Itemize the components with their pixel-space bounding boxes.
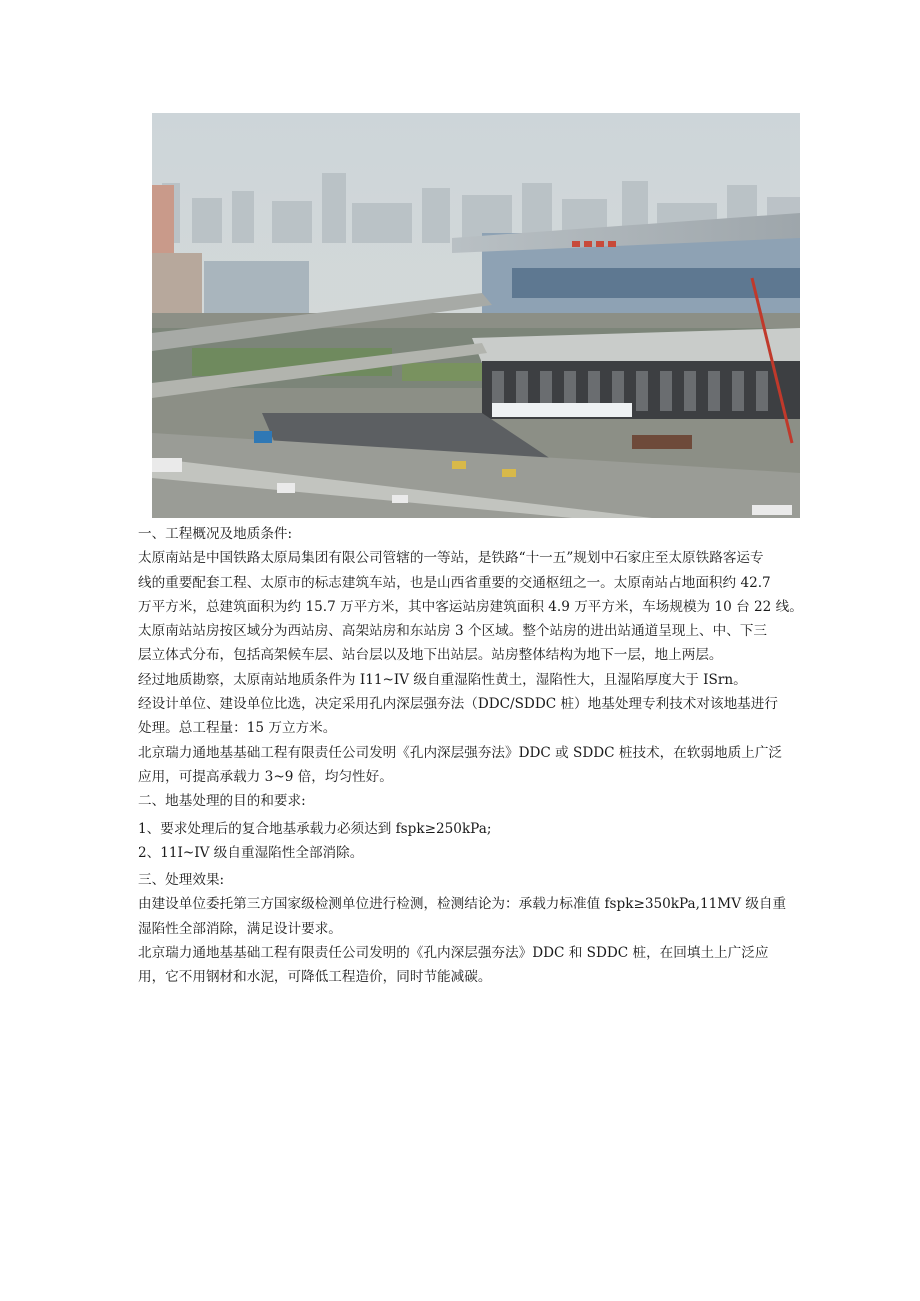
- paragraph-line: 太原南站站房按区域分为西站房、高架站房和东站房 3 个区域。整个站房的进出站通道呈现上、中、下三: [138, 623, 768, 640]
- requirement-item: 2、11I~IV 级自重湿陷性全部消除。: [138, 844, 364, 861]
- paragraph-line: 由建设单位委托第三方国家级检测单位进行检测，检测结论为：承载力标准值 fspk≥350kPa,11MV 级自重: [138, 896, 787, 913]
- section3-heading: 三、处理效果:: [138, 872, 225, 889]
- paragraph-line: 北京瑞力通地基基础工程有限责任公司发明《孔内深层强夯法》DDC 或 SDDC 桩技术，在软弱地质上广泛: [138, 744, 783, 761]
- section1-heading: 一、工程概况及地质条件:: [138, 526, 293, 542]
- paragraph-line: 北京瑞力通地基基础工程有限责任公司发明的《孔内深层强夯法》DDC 和 SDDC 桩，在回填土上广泛应: [138, 945, 769, 962]
- paragraph-line: 万平方米，总建筑面积为约 15.7 万平方米，其中客运站房建筑面积 4.9 万平方米，车场规模为 10 台 22 线。: [138, 598, 803, 615]
- paragraph-line: 线的重要配套工程、太原市的标志建筑车站，也是山西省重要的交通枢纽之一。太原南站占地面积约 42.7: [138, 574, 771, 591]
- paragraph-line: 处理。总工程量：15 万立方米。: [138, 720, 337, 737]
- geology-paragraph: 经过地质勘察，太原南站地质条件为 I11~IV 级自重湿陷性黄土，湿陷性大，且湿陷厚度大于 ISrn。: [138, 671, 747, 688]
- paragraph-line: 应用，可提高承载力 3~9 倍，均匀性好。: [138, 768, 393, 785]
- document-body: [138, 522, 818, 990]
- requirement-item: 1、要求处理后的复合地基承载力必须达到 fspk≥250kPa;: [138, 820, 492, 837]
- station-aerial-photo: [152, 113, 800, 518]
- paragraph-line: 湿陷性全部消除，满足设计要求。: [138, 920, 342, 937]
- paragraph-line: 太原南站是中国铁路太原局集团有限公司管辖的一等站，是铁路“十一五”规划中石家庄至太原铁路客运专: [138, 550, 764, 567]
- station-photo-illustration: [152, 113, 800, 518]
- section2-heading: 二、地基处理的目的和要求:: [138, 793, 306, 810]
- paragraph-line: 层立体式分布，包括高架候车层、站台层以及地下出站层。站房整体结构为地下一层，地上两层。: [138, 647, 723, 664]
- paragraph-line: 经设计单位、建设单位比选，决定采用孔内深层强夯法（DDC/SDDC 桩）地基处理专利技术对该地基进行: [138, 696, 778, 713]
- paragraph-line: 用，它不用钢材和水泥，可降低工程造价，同时节能减碳。: [138, 969, 492, 986]
